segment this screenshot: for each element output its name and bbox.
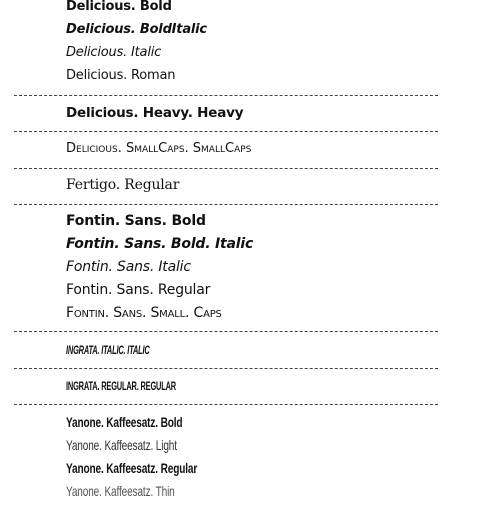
font-item-yanone-kaffeesatz-regular: Yanone. Kaffeesatz. Regular	[66, 460, 198, 476]
font-item-fontin-sans-regular: Fontin. Sans. Regular	[66, 282, 211, 298]
font-item-yanone-kaffeesatz-bold: Yanone. Kaffeesatz. Bold	[66, 414, 183, 430]
font-item-delicious-heavy: Delicious. Heavy. Heavy	[66, 105, 244, 121]
font-item-fontin-sans-bold-italic: Fontin. Sans. Bold. Italic	[66, 236, 254, 252]
font-item-delicious-roman: Delicious. Roman	[66, 68, 176, 83]
group-divider	[14, 131, 438, 132]
font-item-fontin-sans-small-caps: Fontin. Sans. Small. Caps	[66, 305, 222, 321]
font-item-ingrata-italic: INGRATA. ITALIC. ITALIC	[66, 343, 150, 357]
group-divider	[14, 204, 438, 205]
font-item-fertigo-regular: Fertigo. Regular	[66, 177, 180, 193]
group-divider	[14, 368, 438, 369]
font-item-ingrata-regular: INGRATA. REGULAR. REGULAR	[66, 379, 176, 393]
font-item-yanone-kaffeesatz-thin: Yanone. Kaffeesatz. Thin	[66, 483, 175, 499]
font-item-delicious-italic: Delicious. Italic	[66, 45, 162, 60]
group-divider	[14, 168, 438, 169]
group-divider	[14, 95, 438, 96]
font-item-fontin-sans-bold: Fontin. Sans. Bold	[66, 213, 206, 229]
font-item-fontin-sans-italic: Fontin. Sans. Italic	[66, 259, 191, 275]
font-item-yanone-kaffeesatz-light: Yanone. Kaffeesatz. Light	[66, 437, 177, 453]
font-item-delicious-bolditalic: Delicious. BoldItalic	[66, 22, 207, 37]
group-divider	[14, 331, 438, 332]
font-item-delicious-smallcaps: Delicious. SmallCaps. SmallCaps	[66, 141, 252, 156]
group-divider	[14, 404, 438, 405]
font-item-delicious-bold: Delicious. Bold	[66, 0, 172, 14]
